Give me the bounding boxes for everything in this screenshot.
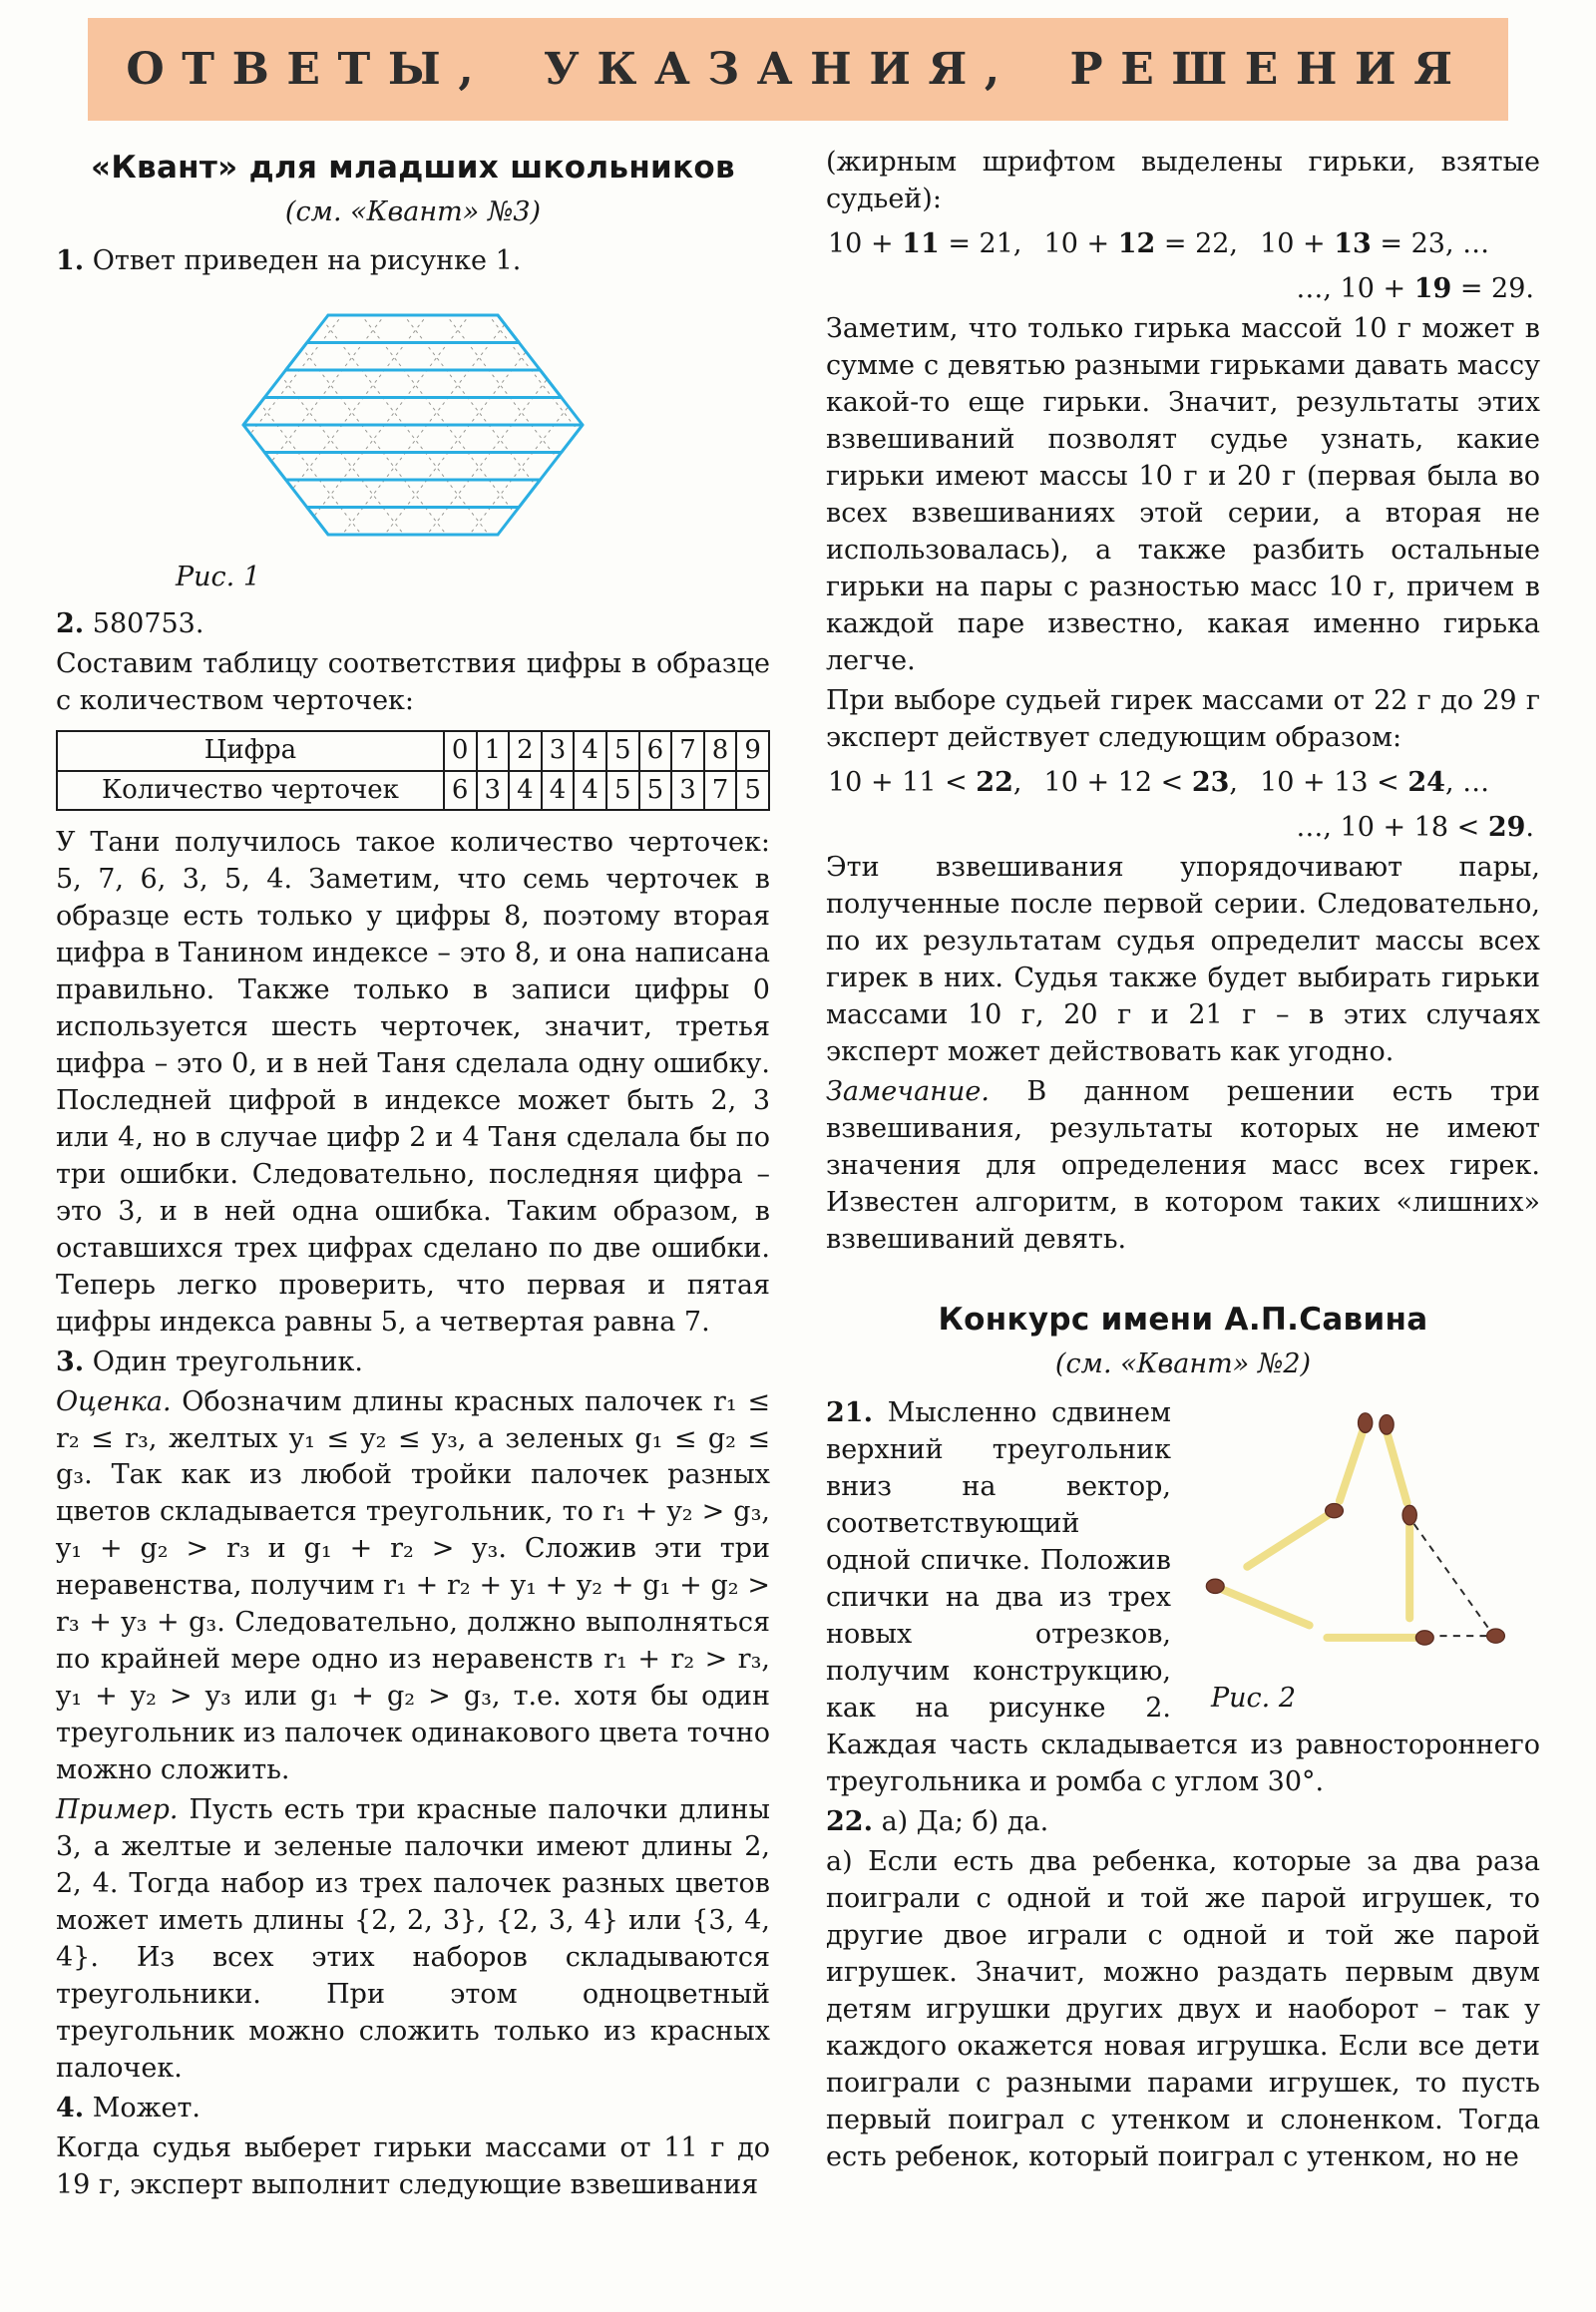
eq-text: , … xyxy=(1444,766,1490,798)
page-title: ОТВЕТЫ, УКАЗАНИЯ, РЕШЕНИЯ xyxy=(126,44,1470,95)
two-column-layout xyxy=(0,145,1596,2207)
solution-4-text: Когда судья выберет гирьки массами от 11 г до 19 г, эксперт выполнит следующие взвешивания xyxy=(56,2132,770,2201)
matchstick xyxy=(1386,1428,1406,1503)
solution-3-paragraph xyxy=(56,1345,770,1381)
solution-2-answer: 580753. xyxy=(92,608,204,640)
section-title-savin-contest: Конкурс имени А.П.Савина xyxy=(938,1301,1428,1338)
example-text: Пусть есть три красные палочки длины 3, а желтые и зеленые палочки имеют длины 2, 2, 4. Тогда набор из трех палочек разных цветов может иметь длины {2, 2, 3}, {2, 3, 4} или {3, 4, 4}. Из всех этих наборов складываются треугольники. При этом одноцветный треугольник можно сложить только из красных палочек. xyxy=(56,1794,770,2085)
left-column xyxy=(56,145,770,2207)
eq-bold-weight: 22 xyxy=(976,766,1013,798)
fig1-hexagon-grid-illustration xyxy=(229,292,597,558)
fig2-matchstick-illustration xyxy=(1185,1399,1540,1681)
eq-bold-weight: 12 xyxy=(1117,227,1156,259)
solution-21-block xyxy=(826,1395,1540,1801)
solution-22a-text: а) Если есть два ребенка, которые за два раза поиграли с одной и той же парой игрушек, то другие двое играли с одной и той же парой игрушек. Значит, можно раздать первым двум детям игрушки других двух и наоборот – так у каждого окажется новая игрушка. Если все дети поиграли с разными парами игрушек, то пусть первый поиграл с утенком и слоненком. Тогда есть ребенок, который поиграл с утенком, но не xyxy=(826,1845,1540,2172)
solution-3-answer: Один треугольник. xyxy=(92,1346,363,1377)
solution-1-text: Ответ приведен на рисунке 1. xyxy=(92,245,522,277)
solution-3-estimate xyxy=(56,1384,770,1790)
solution-4-paragraph xyxy=(56,2091,770,2127)
match-head xyxy=(1206,1579,1224,1593)
table-header-strokes: Количество черточек xyxy=(57,771,444,810)
table-row-digits xyxy=(57,731,769,770)
solution-2-analysis: У Тани получилось такое количество черточек: 5, 7, 6, 3, 5, 4. Заметим, что семь черточек в образце есть только у цифры 8, поэтому вторая цифра в Танином индексе – это 8, и она написана правильно. Также только в записи цифры 0 используется шесть черточек, значит, третья цифра – это 0, и в ней Таня сделала одну ошибку. Последней цифрой в индексе может быть 2, 3 или 4, но в случае цифр 2 и 4 Таня сделала бы по три ошибки. Следовательно, последняя цифра – это 3, и в ней одна ошибка. Таким образом, в оставшихся трех цифрах сделано по две ошибки. Теперь легко проверить, что первая и пятая цифры индекса равны 5, а четвертая равна 7. xyxy=(56,826,770,1338)
solution-22-answer: а) Да; б) да. xyxy=(872,1805,1049,1837)
figure-2 xyxy=(1185,1399,1540,1718)
dashed-segment xyxy=(1414,1524,1494,1636)
problem-2-number: 2. xyxy=(56,608,85,640)
remark-lead: Замечание. xyxy=(826,1075,990,1107)
problem-22-number: 22. xyxy=(826,1805,873,1837)
remark-paragraph xyxy=(826,1074,1540,1259)
eq-bold-weight: 19 xyxy=(1413,272,1452,304)
matchstick xyxy=(1340,1426,1365,1501)
match-head xyxy=(1380,1415,1394,1435)
table-cell: 5 xyxy=(606,771,639,810)
table-cell: 8 xyxy=(704,731,737,770)
weighing-equation-3 xyxy=(828,765,1540,802)
table-cell: 4 xyxy=(542,771,575,810)
solution-21-text: Мысленно сдвинем верхний треугольник вниз на вектор, соответствующий одной спичке. Положив спички на два из трех новых отрезков, получим конструкцию, как на рисунке 2. Каждая часть складывается из равностороннего треугольника и ромба с углом 30°. xyxy=(826,1397,1540,1797)
table-cell: 7 xyxy=(671,731,704,770)
problem-3-number: 3. xyxy=(56,1346,85,1377)
table-cell: 6 xyxy=(639,731,672,770)
match-head xyxy=(1415,1631,1433,1645)
eq-text: . xyxy=(1525,811,1534,843)
eq-text: = 21, 10 + xyxy=(939,227,1118,259)
estimate-text: Обозначим длины красных палочек r₁ ≤ r₂ ≤ r₃, желтых y₁ ≤ y₂ ≤ y₃, а зеленых g₁ ≤ g₂ ≤ g₃. Так как из любой тройки палочек разных цветов складывается треугольник, то r₁ + y₂ > g₃, y₁ + g₂ > r₃ и g₁ + r₂ > y₃. Сложив эти три неравенства, получим r₁ + r₂ + y₁ + y₂ + g₁ + g₂ > r₃ + y₃ + g₃. Следовательно, должно выполняться по крайней мере одно из неравенств r₁ + r₂ > r₃, y₁ + y₂ > y₃ или g₁ + g₂ > g₃, т.е. хотя бы один треугольник из палочек одинакового цвета точно можно сложить. xyxy=(56,1385,770,1786)
table-cell: 3 xyxy=(477,771,510,810)
weighing-equation-4 xyxy=(828,810,1534,847)
figure-1 xyxy=(56,292,770,596)
page-header-band xyxy=(88,18,1508,121)
table-cell: 4 xyxy=(574,771,606,810)
table-cell: 1 xyxy=(477,731,510,770)
table-cell: 0 xyxy=(444,731,477,770)
eq-bold-weight: 11 xyxy=(902,227,940,259)
match-head xyxy=(1402,1505,1416,1525)
eq-text: , 10 + 12 < xyxy=(1012,766,1192,798)
table-row-counts xyxy=(57,771,769,810)
table-cell: 3 xyxy=(671,771,704,810)
eq-text: , 10 + 13 < xyxy=(1229,766,1408,798)
table-cell: 7 xyxy=(704,771,737,810)
eq-text: 10 + 11 < xyxy=(828,766,977,798)
solution-4-answer: Может. xyxy=(92,2093,201,2124)
problem-1-number: 1. xyxy=(56,245,85,277)
example-lead: Пример. xyxy=(56,1794,179,1826)
solution-1-paragraph xyxy=(56,243,770,280)
table-cell: 6 xyxy=(444,771,477,810)
section-subtitle-savin-contest: (см. «Квант» №2) xyxy=(1054,1349,1312,1380)
table-cell: 2 xyxy=(509,731,542,770)
problem-21-number: 21. xyxy=(826,1397,873,1428)
eq-bold-weight: 24 xyxy=(1407,766,1445,798)
eq-bold-weight: 29 xyxy=(1487,811,1526,843)
eq-bold-weight: 23 xyxy=(1191,766,1230,798)
remark-text: В данном решении есть три взвешивания, результаты которых не имеют значения для определения масс всех гирек. Известен алгоритм, в котором таких «лишних» взвешиваний девять. xyxy=(826,1075,1540,1255)
table-cell: 5 xyxy=(606,731,639,770)
solution-2-intro: Составим таблицу соответствия цифры в образце с количеством черточек: xyxy=(56,648,770,717)
eq-text: 10 + xyxy=(828,227,903,259)
weighing-equation-1 xyxy=(828,226,1540,263)
fig1-answer-path xyxy=(243,315,583,535)
eq-text: = 22, 10 + xyxy=(1155,227,1335,259)
match-head xyxy=(1487,1629,1505,1643)
table-cell: 9 xyxy=(736,731,769,770)
weighing-analysis-1: Заметим, что только гирька массой 10 г может в сумме с девятью разными гирьками давать массу какой-то еще гирьки. Значит, результаты этих взвешиваний позволят судье узнать, какие гирьки имеют массы 10 г и 20 г (первая была во всех взвешиваниях этой серии, а вторая не использовалась), а также разбить остальные гирьки на пары с разностью масс 10 г, причем в каждой паре известно, какая именно гирька легче. xyxy=(826,312,1540,676)
eq-text: …, 10 + xyxy=(1296,272,1414,304)
table-cell: 5 xyxy=(736,771,769,810)
solution-3-example xyxy=(56,1792,770,2088)
matchstick xyxy=(1247,1513,1331,1566)
table-header-digit: Цифра xyxy=(57,731,444,770)
estimate-lead: Оценка. xyxy=(56,1385,172,1417)
figure-1-caption: Рис. 1 xyxy=(176,562,261,593)
solution-22-paragraph xyxy=(826,1804,1540,1841)
problem-4-number: 4. xyxy=(56,2093,85,2124)
match-head xyxy=(1359,1413,1373,1433)
weighing-conclusion: Эти взвешивания упорядочивают пары, полученные после первой серии. Следовательно, по их результатам судья определит массы всех гирек в них. Судья также будет выбирать гирьки массами 10 г, 20 г и 21 г – в этих случаях эксперт может действовать как угодно. xyxy=(826,851,1540,1067)
eq-bold-weight: 13 xyxy=(1334,227,1372,259)
table-cell: 4 xyxy=(574,731,606,770)
matchstick xyxy=(1219,1588,1310,1625)
figure-2-caption: Рис. 2 xyxy=(1211,1683,1297,1714)
table-cell: 4 xyxy=(509,771,542,810)
weighing-note: (жирным шрифтом выделены гирьки, взятые судьей): xyxy=(826,147,1540,214)
section-title-kvant-junior: «Квант» для младших школьников xyxy=(91,150,735,186)
section-subtitle-kvant-junior: (см. «Квант» №3) xyxy=(284,196,542,228)
weighing-equation-2 xyxy=(828,271,1534,308)
right-column xyxy=(826,145,1540,2207)
table-cell: 3 xyxy=(542,731,575,770)
weighing-analysis-2: При выборе судьей гирек массами от 22 г до 29 г эксперт действует следующим образом: xyxy=(826,684,1540,753)
table-cell: 5 xyxy=(639,771,672,810)
eq-text: …, 10 + 18 < xyxy=(1296,811,1488,843)
solution-2-paragraph xyxy=(56,606,770,643)
eq-text: = 29. xyxy=(1451,272,1534,304)
digit-strokes-table xyxy=(56,730,770,810)
match-head xyxy=(1326,1504,1344,1518)
eq-text: = 23, … xyxy=(1371,227,1490,259)
